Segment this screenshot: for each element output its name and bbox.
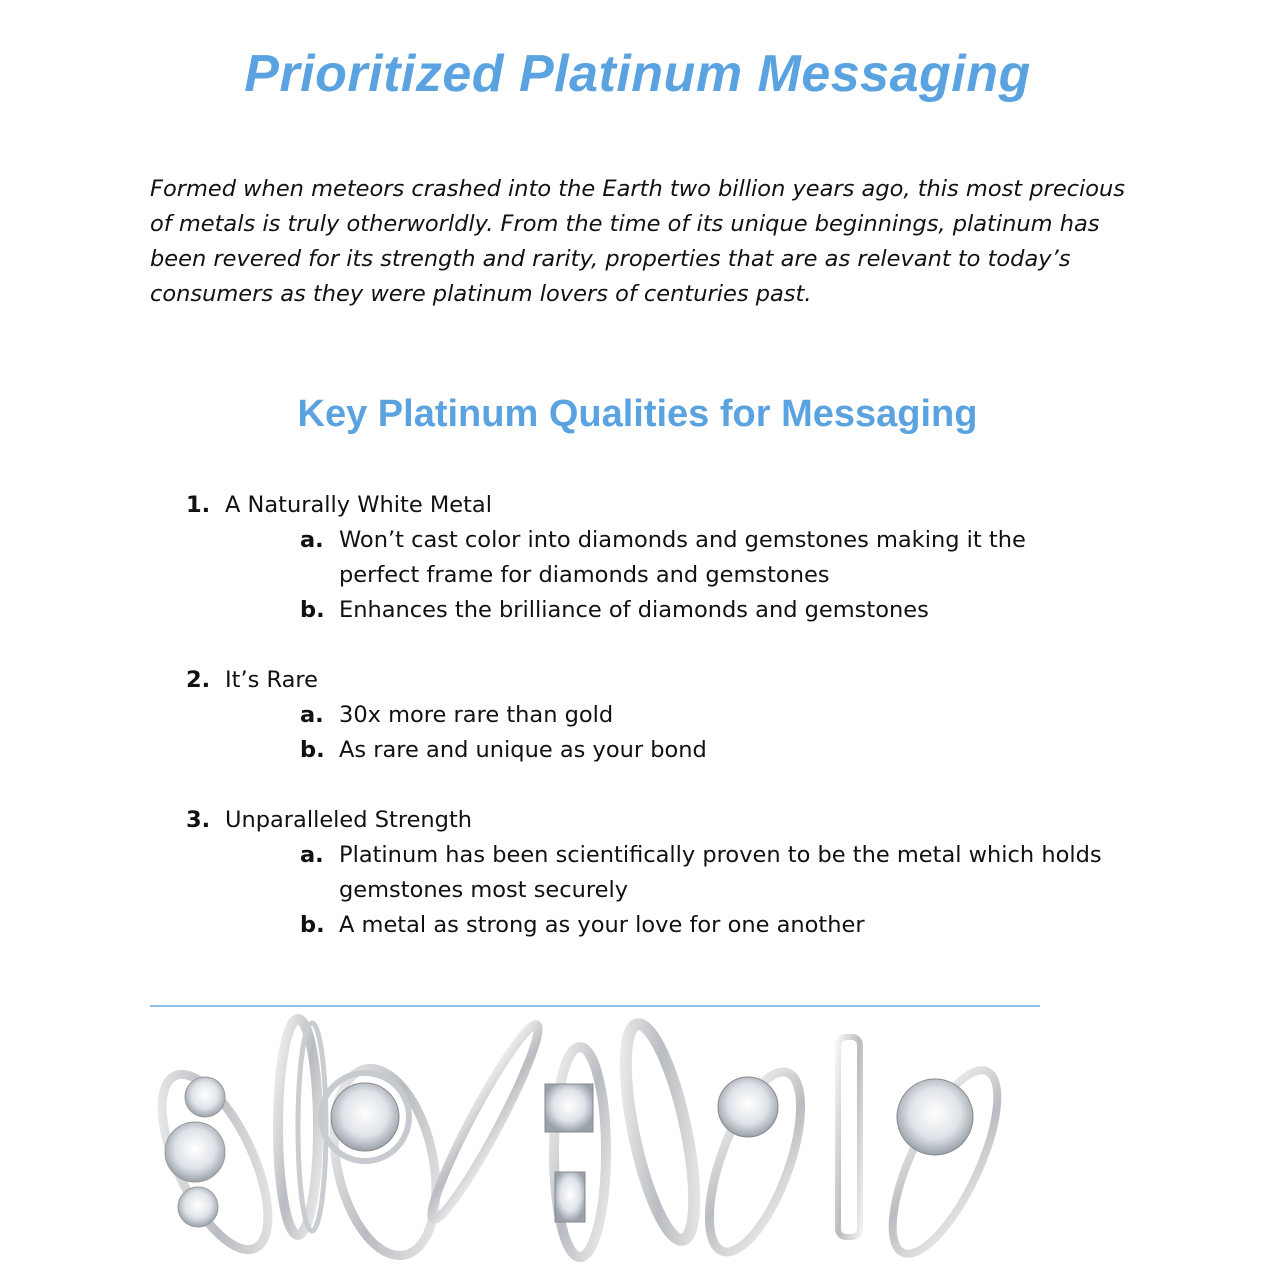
ring-channel-band: [278, 1019, 326, 1235]
sub-letter: b.: [300, 597, 325, 623]
sub-item: [300, 523, 1106, 593]
quality-number: 1.: [186, 492, 211, 518]
quality-item: [186, 488, 1106, 628]
quality-sublist: [225, 838, 1106, 943]
sub-text: 30x more rare than gold: [339, 702, 614, 728]
intro-paragraph: Formed when meteors crashed into the Earth two billion years ago, this most precious of metals is truly otherworldly. From the time of its unique beginnings, platinum has been revered for its strength and rarity, properties that are as relevant to today’s consumers as they were platinum lovers of centuries past.: [150, 176, 1126, 307]
qualities-list: [186, 488, 1106, 978]
quality-label: A Naturally White Metal: [225, 492, 492, 518]
ring-solitaire-accent: [691, 1061, 820, 1262]
sub-item: [300, 838, 1106, 908]
sub-text: As rare and unique as your bond: [339, 737, 707, 763]
quality-label: Unparalleled Strength: [225, 807, 473, 833]
ring-baguette-band: [838, 1037, 860, 1237]
section-heading: Key Platinum Qualities for Messaging: [297, 393, 978, 435]
sub-letter: b.: [300, 737, 325, 763]
sub-text: Platinum has been scientifically proven to be the metal which holds gemstones most securely: [339, 842, 1102, 903]
sub-letter: a.: [300, 527, 324, 553]
quality-number: 2.: [186, 667, 211, 693]
ring-three-stone: [150, 1060, 290, 1262]
rings-photo: [150, 1012, 1050, 1262]
sub-text: A metal as strong as your love for one another: [339, 912, 865, 938]
ring-halo: [318, 1059, 451, 1262]
ring-round-solitaire: [872, 1057, 1018, 1262]
quality-item: [186, 663, 1106, 768]
sub-letter: a.: [300, 842, 324, 868]
sub-letter: a.: [300, 702, 324, 728]
sub-letter: b.: [300, 912, 325, 938]
sub-text: Won’t cast color into diamonds and gemstones making it the perfect frame for diamonds and gemstones: [339, 527, 1026, 588]
ring-vintage-band: [612, 1019, 709, 1245]
sub-item: [300, 733, 1106, 768]
sub-text: Enhances the brilliance of diamonds and gemstones: [339, 597, 929, 623]
quality-sublist: [225, 698, 1106, 768]
quality-item: [186, 803, 1106, 943]
divider-rule: [150, 1005, 1040, 1007]
sub-item: [300, 698, 1106, 733]
ring-eternity-band: [421, 1018, 549, 1225]
quality-number: 3.: [186, 807, 211, 833]
sub-item: [300, 593, 1106, 628]
document-title: Prioritized Platinum Messaging: [244, 45, 1031, 103]
quality-sublist: [225, 523, 1106, 628]
quality-label: It’s Rare: [225, 667, 319, 693]
ring-princess-cut: [545, 1047, 606, 1257]
sub-item: [300, 908, 1106, 943]
